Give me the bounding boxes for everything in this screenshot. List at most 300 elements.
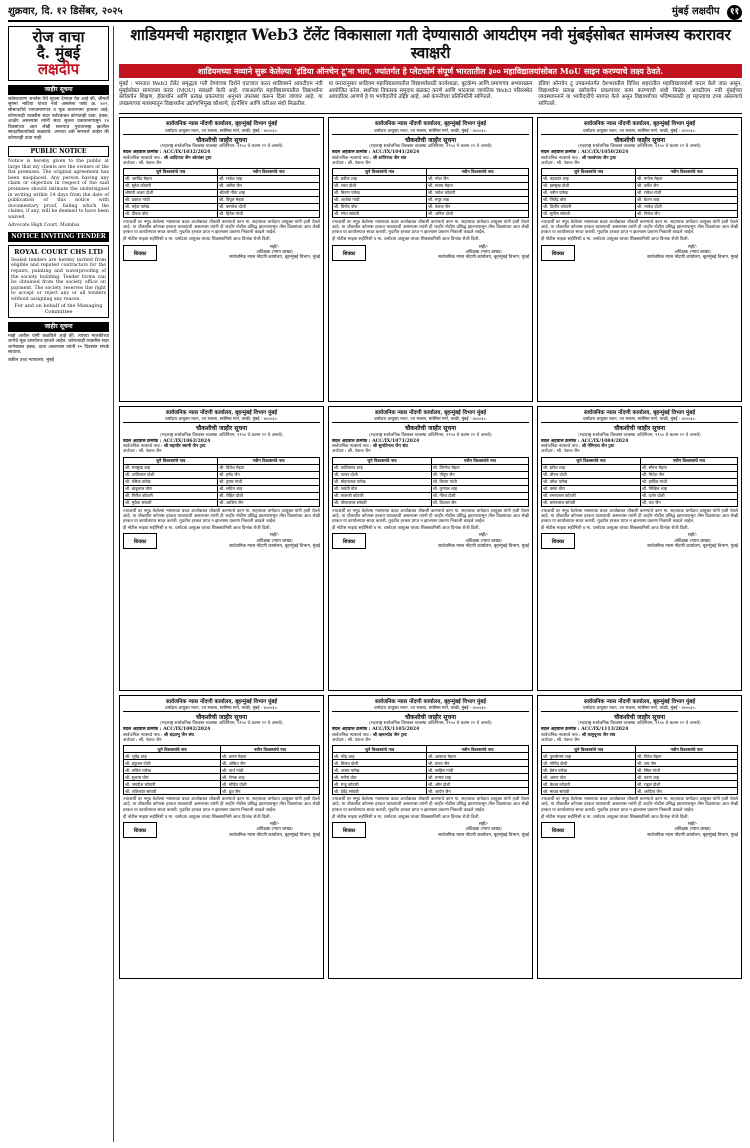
col-new-trustees: नवीन विश्वस्तांचे नाव [640,457,737,464]
legal-notice-card [328,695,533,980]
trustee-row [333,203,529,210]
legal-notice-card [328,117,533,402]
new-trustee: श्री. स्मित गांधी [636,767,738,774]
trustee-row [333,781,529,788]
old-trustee: श्री. रमेश सांघवी [333,210,427,217]
trustee-row [542,196,738,203]
col-old-trustees: जुने विश्वस्तांचे नाव [124,746,221,753]
seal-stamp: शिक्का [332,245,366,261]
trustee-row [124,210,320,217]
trustee-table [123,168,320,218]
new-trustee: श्री. राजेश शाह [218,175,320,182]
new-trustee: श्री. कुणाल शाह [431,485,528,492]
trustee-row [542,492,738,499]
old-trustee: श्री. केशव कोठारी [542,781,636,788]
sign-line-2: अधिक्षक (न्याय शाखा) [256,538,293,544]
notice-given: ही नोटीस माझ्या सहीनिशी व मा. धर्मादाय आयुक्त यांच्या शिक्क्यानिशी आज दिनांक रोजी दिली. [332,237,480,243]
trust-name: श्री आदिनाथ जैन श्वेतांबर ट्रस्ट [163,155,212,161]
seal-stamp: शिक्का [541,533,575,549]
trustee-row [124,767,320,774]
notice-office: सार्वजनिक न्यास नोंदणी कार्यालय, बृहन्मुंबई विभाग मुंबई [374,698,486,705]
notice-applicant: अर्जदार : श्री. पंकज जैन [541,160,580,166]
trust-label: सार्वजनिक न्यासाचे नाव : [332,732,372,738]
col-new-trustees: नवीन विश्वस्तांचे नाव [636,746,738,753]
left-column [8,26,114,1142]
trustee-row [333,492,529,499]
notice-case-number: बदल अहवाल क्रमांक : ACC/IX/1105/2024 [332,727,420,733]
sign-line-3: सार्वजनिक न्यास नोंदणी कार्यालय, बृहन्मुंबई विभाग, मुंबई [647,255,738,261]
notice-given: ही नोटीस माझ्या सहीनिशी व मा. धर्मादाय आयुक्त यांच्या शिक्क्यानिशी आज दिनांक रोजी दिली. [541,237,689,243]
trust-label: सार्वजनिक न्यासाचे नाव : [541,155,581,161]
trustee-row [124,175,320,182]
notice-title: चौकशीची जाहीर सूचना [195,425,248,433]
notice-given: ही नोटीस माझ्या सहीनिशी व मा. धर्मादाय आयुक्त यांच्या शिक्क्यानिशी आज दिनांक रोजी दिली. [123,814,271,820]
old-trustee: श्री. विनोद वोरा [333,203,427,210]
trust-name: श्री चंद्रप्रभु जैन संघ [163,732,194,738]
trustee-table-header [333,457,529,464]
masthead-bar [8,4,742,22]
legal-notice-card [537,695,742,980]
old-trustee: श्री. ललित पारेख [124,767,221,774]
new-trustee: श्री. आशिष जैन [218,499,320,506]
notice-title: चौकशीची जाहीर सूचना [404,425,457,433]
trustee-row [542,471,738,478]
trustee-row [333,196,529,203]
old-trustee: श्री. देवेंद्र सांघवी [333,788,427,795]
sign-line-1: सही/- [269,533,280,539]
left-notice-2-text [8,334,109,364]
notice-address: धर्मादाय आयुक्त भवन, २रा मजला, सास्मिरा मार्ग, वरळी, मुंबई - ४०००३०. [332,416,529,423]
notice-act: (महाराष्ट्र सार्वजनिक विश्वस्त व्यवस्था अधिनियम, १९५० चे कलम २२ चे अन्वये) [578,721,701,727]
notice-office: सार्वजनिक न्यास नोंदणी कार्यालय, बृहन्मुंबई विभाग मुंबई [165,409,277,416]
new-trustee: श्री. नरेश जैन [427,175,529,182]
trustee-row [333,471,529,478]
notice-office: सार्वजनिक न्यास नोंदणी कार्यालय, बृहन्मुंबई विभाग मुंबई [583,409,695,416]
new-trustee: श्री. धर्मेश जैन [636,182,738,189]
trustee-row [124,499,320,506]
notice-act: (महाराष्ट्र सार्वजनिक विश्वस्त व्यवस्था अधिनियम, १९५० चे कलम २२ चे अन्वये) [578,432,701,438]
society-sign: For and on behalf of the Managing Committee [14,302,103,315]
trustee-row [124,788,320,795]
story-col-3-text: इंडिया ऑनचेन टू उपक्रमांतर्गत देशभरातील विविध शहरांतील महाविद्यालयांशी करार केले जात असून, विद्यार्थ्यांना प्रत्यक्ष ब्लॉकचेन प्रकल्पांवर काम करण्याची संधी मिळेल. आयटीएम नवी मुंबईच्या व्यवस्थापनाने या भागीदारीचे स्वागत केले असून विद्यार्थ्यांच्या भविष्यासाठी हा महत्त्वाचा टप्पा असल्याचे सांगितले. [538,80,742,108]
story-col-2-text: या करारानुसार शाडियम महाविद्यालयातील विद्यार्थ्यांसाठी कार्यशाळा, बूटकॅम्प आणि प्रमाणपत्र अभ्यासक्रम आयोजित करेल. स्थानिक विकसक समुदाय बळकट करणे आणि भारताला जागतिक Web3 परिसंस्थेत आघाडीवर आणणे हे या भागीदारीचे उद्दिष्ट आहे, असे कंपनीच्या प्रतिनिधींनी सांगितले. [328,80,533,101]
seal-stamp: शिक्का [541,245,575,261]
new-trustee: श्री. साहिल गांधी [427,767,529,774]
trust-label: सार्वजनिक न्यासाचे नाव : [541,732,581,738]
old-trustee: श्री. जयंती वोरा [333,485,432,492]
notice-applicant: अर्जदार : श्री. पंकज जैन [332,160,371,166]
trustee-row [333,478,529,485]
legal-notice-card [537,117,742,402]
trustee-row [333,788,529,795]
left-notice-2-heading: जाहीर सूचना [8,322,109,332]
trustee-row [333,753,529,760]
public-notice-sign: Advocate High Court, Mumbai [8,222,80,228]
new-trustee: श्री. हितेश गांधी [218,210,320,217]
new-trustee: श्री. भावेश दोशी [636,203,738,210]
old-trustee: श्री. पोपटलाल सांघवी [333,499,432,506]
trust-label: सार्वजनिक न्यासाचे नाव : [123,444,163,450]
notice-body: ज्याअर्थी वर नमूद केलेल्या न्यासाच्या बदल अर्जाबाबत चौकशी करण्याचे काम मा. सहाय्यक धर्मादाय आयुक्त यांनी हाती घेतले आहे. या चौकशीत कोणास हरकत घ्यावयाची असल्यास त्यांनी ही जाहीर नोटीस प्रसिद्ध झाल्यापासून तीस दिवसांच्या आत लेखी हरकत या कार्यालयात सादर करावी. मुदतीत हरकत प्राप्त न झाल्यास प्रकरण निकाली काढले जाईल. [123,508,320,524]
notice-title: चौकशीची जाहीर सूचना [613,714,666,722]
old-trustee: श्री. गिरीश कोठारी [124,492,218,499]
seal-stamp: शिक्का [123,533,157,549]
sign-line-1: सही/- [687,244,698,250]
new-trustee: श्री. पार्थ गांधी [221,767,320,774]
trustee-row [333,464,529,471]
sign-line-3: सार्वजनिक न्यास नोंदणी कार्यालय, बृहन्मुंबई विभाग, मुंबई [229,543,320,549]
trust-name: श्री पार्श्वनाथ जैन ट्रस्ट [581,155,617,161]
notice-applicant: अर्जदार : श्री. पंकज जैन [332,738,371,744]
trustee-table [541,745,738,795]
notice-act: (महाराष्ट्र सार्वजनिक विश्वस्त व्यवस्था अधिनियम, १९५० चे कलम २२ चे अन्वये) [369,721,492,727]
notice-signature [647,822,738,838]
notice-address: धर्मादाय आयुक्त भवन, २रा मजला, सास्मिरा मार्ग, वरळी, मुंबई - ४०००३०. [332,705,529,712]
old-trustee: श्री. उमेश पारेख [542,478,641,485]
old-trustee: श्री. बाबुलाल वोरा [124,485,218,492]
old-trustee: श्री. छगनलाल सांघवी [542,499,641,506]
trustee-row [542,210,738,217]
story-col-1 [119,81,323,111]
old-trustee: श्री. रमणलाल कोठारी [542,492,641,499]
col-new-trustees: नवीन विश्वस्तांचे नाव [218,457,320,464]
new-trustee: श्री. मनोज मेहता [636,175,738,182]
col-new-trustees: नवीन विश्वस्तांचे नाव [221,746,320,753]
notice-title: चौकशीची जाहीर सूचना [613,425,666,433]
new-trustee: श्री. राहुल दोशी [636,781,738,788]
page-number: ११ [727,5,742,20]
old-trustee: श्री. गोविंद दोशी [542,760,636,767]
notice-signature [229,245,320,261]
new-trustee: श्री. रोहित दोशी [218,492,320,499]
trustee-row [542,175,738,182]
new-trustee: श्री. पंकज जैन [427,203,529,210]
old-trustee: श्रीमती आशा दोशी [124,189,218,196]
new-trustee: श्री. आदित्य जैन [636,788,738,795]
trustee-table [123,745,320,795]
notice-body: ज्याअर्थी वर नमूद केलेल्या न्यासाच्या बदल अर्जाबाबत चौकशी करण्याचे काम मा. सहाय्यक धर्मादाय आयुक्त यांनी हाती घेतले आहे. या चौकशीत कोणास हरकत घ्यावयाची असल्यास त्यांनी ही जाहीर नोटीस प्रसिद्ध झाल्यापासून तीस दिवसांच्या आत लेखी हरकत या कार्यालयात सादर करावी. मुदतीत हरकत प्राप्त न झाल्यास प्रकरण निकाली काढले जाईल. [332,508,529,524]
new-trustee: श्री. मितेश जैन [640,471,737,478]
sign-line-2: अधिक्षक (न्याय शाखा) [465,538,502,544]
old-trustee: श्री. प्रकाश गांधी [124,196,218,203]
old-trustee: श्री. हेमंत पारेख [542,767,636,774]
trustee-row [542,182,738,189]
col-old-trustees: जुने विश्वस्तांचे नाव [542,457,641,464]
col-old-trustees: जुने विश्वस्तांचे नाव [542,168,636,175]
main-column [114,26,742,1142]
trustee-table-header [333,168,529,175]
trustee-table-header [542,168,738,175]
trustee-row [124,196,320,203]
legal-notice-card [119,695,324,980]
old-trustee: श्री. मुकेश सांघवी [124,499,218,506]
col-old-trustees: जुने विश्वस्तांचे नाव [542,746,636,753]
new-trustee: श्री. विपुल मेहता [218,196,320,203]
sign-line-1: सही/- [269,244,280,250]
new-trustee: श्री. राकेश गांधी [636,189,738,196]
brand-line-2: दै. मुंबई [36,43,81,62]
old-trustee: श्री. नवीन पारेख [542,189,636,196]
old-trustee: श्री. धीरज दोशी [542,471,641,478]
trustee-table-header [124,168,320,175]
notice-applicant: अर्जदार : श्री. पंकज जैन [332,449,371,455]
notice-act: (महाराष्ट्र सार्वजनिक विश्वस्त व्यवस्था अधिनियम, १९५० चे कलम २२ चे अन्वये) [160,432,283,438]
notice-body: ज्याअर्थी वर नमूद केलेल्या न्यासाच्या बदल अर्जाबाबत चौकशी करण्याचे काम मा. सहाय्यक धर्मादाय आयुक्त यांनी हाती घेतले आहे. या चौकशीत कोणास हरकत घ्यावयाची असल्यास त्यांनी ही जाहीर नोटीस प्रसिद्ध झाल्यापासून तीस दिवसांच्या आत लेखी हरकत या कार्यालयात सादर करावी. मुदतीत हरकत प्राप्त न झाल्यास प्रकरण निकाली काढले जाईल. [541,797,738,813]
notice-body: ज्याअर्थी वर नमूद केलेल्या न्यासाच्या बदल अर्जाबाबत चौकशी करण्याचे काम मा. सहाय्यक धर्मादाय आयुक्त यांनी हाती घेतले आहे. या चौकशीत कोणास हरकत घ्यावयाची असल्यास त्यांनी ही जाहीर नोटीस प्रसिद्ध झाल्यापासून तीस दिवसांच्या आत लेखी हरकत या कार्यालयात सादर करावी. मुदतीत हरकत प्राप्त न झाल्यास प्रकरण निकाली काढले जाईल. [332,797,529,813]
seal-stamp: शिक्का [541,822,575,838]
sign-line-1: सही/- [687,822,698,828]
trust-name: श्री महावीर स्वामी जैन ट्रस्ट [163,444,206,450]
left-notice-1-heading: जाहीर सूचना [8,85,109,95]
notice-applicant: अर्जदार : श्री. पंकज जैन [541,738,580,744]
new-trustee: श्री. ओम दोशी [427,781,529,788]
story-subhead: शाडियमच्या नव्याने सुरू केलेल्या 'इंडिया ऑनचेन टू'ना भाग, ज्यांतर्गत हे प्लेटफॉर्म संपूर्ण भारतातील ३०० महाविद्यालयांसोबत MoU साइन करण्याचे लक्ष्य ठेवते. [119,64,742,78]
new-trustee: श्री. तन्मय शाह [427,774,529,781]
trustee-row [124,203,320,210]
old-trustee: श्री. दीपक वोरा [124,210,218,217]
sign-line-2: अधिक्षक (न्याय शाखा) [674,827,711,833]
trustee-table-header [124,457,320,464]
notice-signature [438,533,529,549]
notice-given: ही नोटीस माझ्या सहीनिशी व मा. धर्मादाय आयुक्त यांच्या शिक्क्यानिशी आज दिनांक रोजी दिली. [332,526,480,532]
trust-label: सार्वजनिक न्यासाचे नाव : [541,444,581,450]
story-col-2 [329,81,533,111]
old-trustee: श्री. पुरुषोत्तम शाह [542,753,636,760]
trustee-row [542,478,738,485]
sign-line-2: अधिक्षक (न्याय शाखा) [674,538,711,544]
trustee-row [333,774,529,781]
left-notice-2-body: माझे अशील यांनी कळविले आहे की, त्यांच्या मालकीच्या जागेचे मूळ दस्तऐवज हरवले आहेत. कोणत्याही व्यक्तीस सदर जागेबाबत हक्क, दावा असल्यास त्यांनी १५ दिवसांत संपर्क साधावा. [8,333,109,356]
trust-label: सार्वजनिक न्यासाचे नाव : [332,155,372,161]
old-trustee: श्री. अजय पारेख [333,767,427,774]
brand-box [8,26,109,81]
trustee-table [332,457,529,507]
trustee-row [124,471,320,478]
notice-case-number: बदल अहवाल क्रमांक : ACC/IX/1032/2024 [123,150,211,156]
sign-line-1: सही/- [687,533,698,539]
trust-name: श्री वासुपूज्य जैन संघ [581,732,616,738]
new-trustee: श्री. निखिल शाह [640,485,737,492]
new-trustee: श्री. जिग्नेश मेहता [431,464,528,471]
notice-case-number: बदल अहवाल क्रमांक : ACC/IX/1063/2024 [123,438,211,444]
seal-stamp: शिक्का [123,822,157,838]
old-trustee: श्री. शांतिलाल दोशी [124,471,218,478]
trustee-row [333,760,529,767]
trust-label: सार्वजनिक न्यासाचे नाव : [123,155,163,161]
old-trustee: श्री. चंद्रकांत शाह [542,175,636,182]
old-trustee: श्री. माधव सांघवी [542,788,636,795]
notice-case-number: बदल अहवाल क्रमांक : ACC/IX/1084/2024 [541,438,629,444]
trust-name: श्री नेमिनाथ जैन ट्रस्ट [581,444,615,450]
trustee-row [542,499,738,506]
notice-given: ही नोटीस माझ्या सहीनिशी व मा. धर्मादाय आयुक्त यांच्या शिक्क्यानिशी आज दिनांक रोजी दिली. [123,526,271,532]
sign-line-2: अधिक्षक (न्याय शाखा) [674,249,711,255]
legal-notice-card [119,406,324,691]
old-trustee: श्री. हरीश शाह [542,464,641,471]
sign-line-3: सार्वजनिक न्यास नोंदणी कार्यालय, बृहन्मुंबई विभाग, मुंबई [438,255,529,261]
trustee-table [332,745,529,795]
notice-address: धर्मादाय आयुक्त भवन, २रा मजला, सास्मिरा मार्ग, वरळी, मुंबई - ४०००३०. [541,128,738,135]
col-old-trustees: जुने विश्वस्तांचे नाव [124,457,218,464]
new-trustee: श्री. यश जैन [640,499,737,506]
notice-case-number: बदल अहवाल क्रमांक : ACC/IX/1041/2024 [332,150,420,156]
new-trustee: श्री. करण मेहता [221,753,320,760]
new-trustee: श्री. सौरभ मेहता [640,464,737,471]
new-trustee: श्री. पीयूष जैन [431,471,528,478]
old-trustee: श्री. वसंत वोरा [542,485,641,492]
new-trustee: श्री. प्रितेश मेहता [218,464,320,471]
new-trustee: श्री. चिराग गांधी [431,478,528,485]
notice-office: सार्वजनिक न्यास नोंदणी कार्यालय, बृहन्मुंबई विभाग मुंबई [374,121,486,128]
trustee-table-header [542,457,738,464]
old-trustee: श्री. जितेंद्र वोरा [542,196,636,203]
legal-notices-grid [119,117,742,979]
notice-office: सार्वजनिक न्यास नोंदणी कार्यालय, बृहन्मुंबई विभाग मुंबई [583,121,695,128]
old-trustee: श्री. शशिकांत सांघवी [124,788,221,795]
notice-address: धर्मादाय आयुक्त भवन, २रा मजला, सास्मिरा मार्ग, वरळी, मुंबई - ४०००३०. [123,128,320,135]
seal-stamp: शिक्का [332,822,366,838]
left-notice-1-body: सर्वसाधारण जनतेस येथे सूचना देण्यात येत आहे की, श्रीमती सुषमा भाटिया यांच्या नावे असलेला फ्लॅट क्र. ४०२, सोसायटीचे भागप्रमाणपत्र व मूळ करारनामा हरवला आहे. कोणत्याही व्यक्तीस सदर फ्लॅटबाबत कोणताही दावा, हक्क, आक्षेप असल्यास त्यांनी सदर सूचना प्रकाशनापासून १४ दिवसांच्या आत लेखी स्वरुपात पुराव्यासह खालील स्वाक्षरीकर्त्याकडे कळवावे. अन्यथा असे समजले जाईल की कोणताही दावा नाही. [8,96,109,141]
notice-title: चौकशीची जाहीर सूचना [195,714,248,722]
trustee-table [541,168,738,218]
story-col-1-text: मुंबई : भारतात Web3 टॅलेंट समृद्धता गती देण्याच्या दिशेने वाटचाल करत शाडियमने आयटीएम नवी मुंबईसोबत सामंजस्य करार (MOU) स्वाक्षरी केली आहे. ज्याअंतर्गत महाविद्यालयातील विद्यार्थ्यांना ब्लॉकचेन शिक्षण, हॅकाथॉन आणि प्रत्यक्ष प्रकल्पांचा अनुभव उपलब्ध करून दिला जाणार आहे. या उपक्रमाच्या माध्यमातून विद्यार्थ्यांना उद्योगाभिमुख कौशल्ये, इंटर्नशिप आणि करिअर संधी मिळतील. [119,80,323,108]
new-trustee: श्री. हर्षद जैन [218,471,320,478]
notice-footer [541,245,738,261]
notice-footer [332,533,529,549]
notice-title: चौकशीची जाहीर सूचना [404,136,457,144]
sign-line-1: सही/- [478,244,489,250]
trustee-row [333,189,529,196]
notice-body: ज्याअर्थी वर नमूद केलेल्या न्यासाच्या बदल अर्जाबाबत चौकशी करण्याचे काम मा. सहाय्यक धर्मादाय आयुक्त यांनी हाती घेतले आहे. या चौकशीत कोणास हरकत घ्यावयाची असल्यास त्यांनी ही जाहीर नोटीस प्रसिद्ध झाल्यापासून तीस दिवसांच्या आत लेखी हरकत या कार्यालयात सादर करावी. मुदतीत हरकत प्राप्त न झाल्यास प्रकरण निकाली काढले जाईल. [541,508,738,524]
notice-case-number: बदल अहवाल क्रमांक : ACC/IX/1092/2024 [123,727,211,733]
notice-given: ही नोटीस माझ्या सहीनिशी व मा. धर्मादाय आयुक्त यांच्या शिक्क्यानिशी आज दिनांक रोजी दिली. [541,814,689,820]
new-trustee: श्री. जयेश कोठारी [427,189,529,196]
notice-footer [541,533,738,549]
story-body [119,81,742,111]
brand-line-1: रोज वाचा [32,28,85,46]
old-trustee: श्री. मनीष वोरा [333,774,427,781]
notice-signature [647,533,738,549]
seal-stamp: शिक्का [123,245,157,261]
old-trustee: श्री. प्रफुल्ल दोशी [124,760,221,767]
new-trustee: श्री. वरुण शाह [636,774,738,781]
old-trustee: श्री. सुनील सांघवी [542,210,636,217]
trustee-table-header [542,746,738,753]
trustee-row [124,485,320,492]
new-trustee: श्रीमती नीता शाह [218,189,320,196]
legal-notice-card [328,406,533,691]
new-trustee: श्री. मोहित दोशी [221,781,320,788]
new-trustee: श्री. संजय मेहता [427,182,529,189]
trustee-row [542,788,738,795]
legal-notice-card [537,406,742,691]
notice-signature [438,245,529,261]
notice-act: (महाराष्ट्र सार्वजनिक विश्वस्त व्यवस्था अधिनियम, १९५० चे कलम २२ चे अन्वये) [160,721,283,727]
sign-line-3: सार्वजनिक न्यास नोंदणी कार्यालय, बृहन्मुंबई विभाग, मुंबई [229,832,320,838]
trust-name: श्री ऋषभदेव जैन ट्रस्ट [372,732,407,738]
old-trustee: श्री. प्रवीण शाह [333,175,427,182]
sign-line-1: सही/- [269,822,280,828]
trustee-row [333,210,529,217]
notice-given: ही नोटीस माझ्या सहीनिशी व मा. धर्मादाय आयुक्त यांच्या शिक्क्यानिशी आज दिनांक रोजी दिली. [541,526,689,532]
old-trustee: श्री. भरत दोशी [333,182,427,189]
notice-case-number: बदल अहवाल क्रमांक : ACC/IX/1050/2024 [541,150,629,156]
notice-signature [438,822,529,838]
notice-footer [123,245,320,261]
legal-notice-card [119,117,324,402]
tender-heading: NOTICE INVITING TENDER [8,232,109,242]
issue-date: शुक्रवार, दि. १२ डिसेंबर, २०२५ [8,5,123,17]
notice-title: चौकशीची जाहीर सूचना [195,136,248,144]
trustee-row [542,189,738,196]
new-trustee: श्री. सचिन शाह [218,485,320,492]
notice-footer [123,822,320,838]
trustee-row [124,774,320,781]
notice-body: ज्याअर्थी वर नमूद केलेल्या न्यासाच्या बदल अर्जाबाबत चौकशी करण्याचे काम मा. सहाय्यक धर्मादाय आयुक्त यांनी हाती घेतले आहे. या चौकशीत कोणास हरकत घ्यावयाची असल्यास त्यांनी ही जाहीर नोटीस प्रसिद्ध झाल्यापासून तीस दिवसांच्या आत लेखी हरकत या कार्यालयात सादर करावी. मुदतीत हरकत प्राप्त न झाल्यास प्रकरण निकाली काढले जाईल. [332,219,529,236]
notice-applicant: अर्जदार : श्री. पंकज जैन [123,738,162,744]
paper-name-group [672,5,742,20]
new-trustee: श्री. विशाल जैन [431,499,528,506]
brand-line-3: लक्षदीप [37,59,80,78]
sign-line-3: सार्वजनिक न्यास नोंदणी कार्यालय, बृहन्मुंबई विभाग, मुंबई [647,543,738,549]
old-trustee: श्री. मोहनलाल पारेख [333,478,432,485]
notice-title: चौकशीची जाहीर सूचना [404,714,457,722]
sign-line-3: सार्वजनिक न्यास नोंदणी कार्यालय, बृहन्मुंबई विभाग, मुंबई [647,832,738,838]
trust-name: श्री सुमतिनाथ जैन संघ [372,444,408,450]
sign-line-3: सार्वजनिक न्यास नोंदणी कार्यालय, बृहन्मुंबई विभाग, मुंबई [438,832,529,838]
notice-office: सार्वजनिक न्यास नोंदणी कार्यालय, बृहन्मुंबई विभाग मुंबई [165,698,277,705]
page-layout [8,26,742,1142]
trustee-row [542,485,738,492]
sign-line-2: अधिक्षक (न्याय शाखा) [465,827,502,833]
old-trustee: श्री. नटवर दोशी [333,471,432,478]
notice-address: धर्मादाय आयुक्त भवन, २रा मजला, सास्मिरा मार्ग, वरळी, मुंबई - ४०००३०. [541,416,738,423]
notice-address: धर्मादाय आयुक्त भवन, २रा मजला, सास्मिरा मार्ग, वरळी, मुंबई - ४०००३०. [123,416,320,423]
trustee-row [542,753,738,760]
story-headline: शाडियमची महाराष्ट्रात Web3 टॅलेंट विकासाला गती देण्यासाठी आयटीएम नवी मुंबईसोबत सामंजस्य करारावर स्वाक्षरी [130,26,731,62]
col-new-trustees: नवीन विश्वस्तांचे नाव [427,746,529,753]
old-trustee: श्री. अशोक गांधी [333,196,427,203]
public-notice-body: Notice is hereby given to the public at large that my clients are the owners of the flat premises. The original agreement has been misplaced. Any person having any claim or objection in respect of the said premises should intimate the undersigned in writing within 14 days from the date of publication of this notice with documentary proof, failing which the claims, if any, will be deemed to have been waived. [8,159,109,220]
trustee-row [124,492,320,499]
old-trustee: श्री. कांतिलाल शाह [333,464,432,471]
new-trustee: श्री. तुषार गांधी [218,478,320,485]
old-trustee: श्री. हसमुख दोशी [542,182,636,189]
notice-case-number: बदल अहवाल क्रमांक : ACC/IX/1071/2024 [332,438,420,444]
new-trustee: श्री. जय जैन [636,760,738,767]
old-trustee: श्री. नरेंद्र शाह [333,753,427,760]
notice-applicant: अर्जदार : श्री. पंकज जैन [123,160,162,166]
sign-line-2: अधिक्षक (न्याय शाखा) [465,249,502,255]
trustee-row [124,189,320,196]
notice-body: ज्याअर्थी वर नमूद केलेल्या न्यासाच्या बदल अर्जाबाबत चौकशी करण्याचे काम मा. सहाय्यक धर्मादाय आयुक्त यांनी हाती घेतले आहे. या चौकशीत कोणास हरकत घ्यावयाची असल्यास त्यांनी ही जाहीर नोटीस प्रसिद्ध झाल्यापासून तीस दिवसांच्या आत लेखी हरकत या कार्यालयात सादर करावी. मुदतीत हरकत प्राप्त न झाल्यास प्रकरण निकाली काढले जाईल. [123,797,320,813]
notice-body: ज्याअर्थी वर नमूद केलेल्या न्यासाच्या बदल अर्जाबाबत चौकशी करण्याचे काम मा. सहाय्यक धर्मादाय आयुक्त यांनी हाती घेतले आहे. या चौकशीत कोणास हरकत घ्यावयाची असल्यास त्यांनी ही जाहीर नोटीस प्रसिद्ध झाल्यापासून तीस दिवसांच्या आत लेखी हरकत या कार्यालयात सादर करावी. मुदतीत हरकत प्राप्त न झाल्यास प्रकरण निकाली काढले जाईल. [123,219,320,236]
trustee-row [542,767,738,774]
new-trustee: श्री. अंकित जैन [221,760,320,767]
trustee-table [541,457,738,507]
trustee-row [124,182,320,189]
old-trustee: श्री. अरविंद मेहता [124,175,218,182]
notice-given: ही नोटीस माझ्या सहीनिशी व मा. धर्मादाय आयुक्त यांच्या शिक्क्यानिशी आज दिनांक रोजी दिली. [123,237,271,243]
trustee-row [542,760,738,767]
old-trustee: श्री. किरण पारेख [333,189,427,196]
trustee-row [542,774,738,781]
sign-line-2: अधिक्षक (न्याय शाखा) [256,827,293,833]
old-trustee: श्री. मनसुख शाह [124,464,218,471]
old-trustee: श्री. राजू कोठारी [333,781,427,788]
col-new-trustees: नवीन विश्वस्तांचे नाव [427,168,529,175]
new-trustee: श्री. दर्शन दोशी [640,492,737,499]
